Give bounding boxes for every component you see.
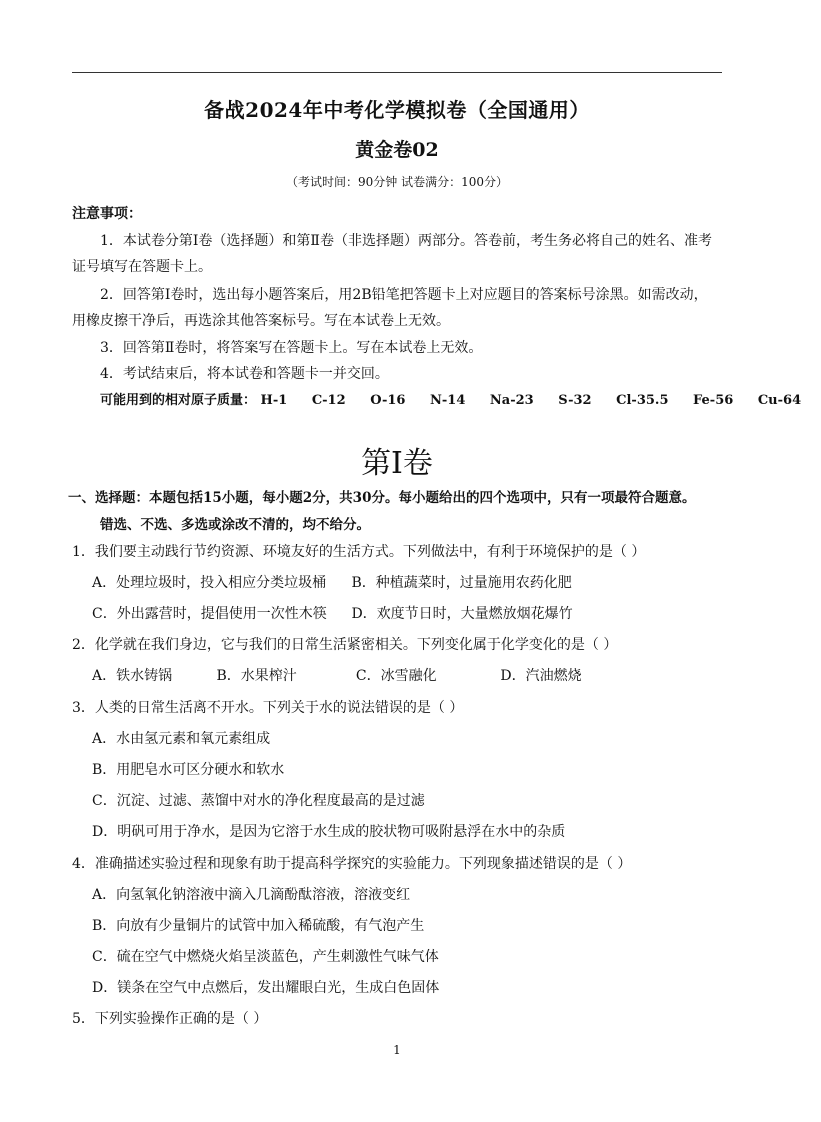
question-1-option-c: C．外出露营时，提倡使用一次性木筷 — [92, 606, 327, 622]
atomic-mass-item: H-1 — [260, 393, 288, 408]
section-intro-b: 错选、不选、多选或涂改不清的，均不给分。 — [100, 517, 370, 533]
header-rule — [72, 72, 722, 73]
note-item-1a: 1．本试卷分第Ⅰ卷（选择题）和第Ⅱ卷（非选择题）两部分。答卷前，考生务必将自己的姓名、准考 — [100, 233, 712, 249]
page-number: 1 — [393, 1043, 401, 1057]
question-4-option-d: D．镁条在空气中点燃后，发出耀眼白光，生成白色固体 — [92, 980, 440, 996]
question-4-option-b: B．向放有少量铜片的试管中加入稀硫酸，有气泡产生 — [92, 918, 425, 934]
atomic-mass-item: O-16 — [370, 393, 406, 408]
note-item-1b: 证号填写在答题卡上。 — [72, 259, 212, 275]
atomic-mass-item: Na-23 — [489, 393, 534, 408]
exam-title: 备战2024年中考化学模拟卷（全国通用） — [204, 98, 590, 122]
notes-heading: 注意事项： — [72, 206, 142, 222]
question-1-options-row-1 — [92, 572, 572, 592]
question-3-stem: 3．人类的日常生活离不开水。下列关于水的说法错误的是（ ） — [72, 700, 464, 716]
question-1-option-a: A．处理垃圾时，投入相应分类垃圾桶 — [92, 575, 327, 591]
section-intro-a: 一、选择题：本题包括15小题，每小题2分，共30分。每小题给出的四个选项中，只有一项最符合题意。 — [68, 490, 696, 506]
question-2-option-a: A．铁水铸锅 — [92, 668, 173, 684]
atomic-mass-item: C-12 — [311, 393, 346, 408]
question-3-option-d: D．明矾可用于净水，是因为它溶于水生成的胶状物可吸附悬浮在水中的杂质 — [92, 824, 566, 840]
question-3-option-c: C．沉淀、过滤、蒸馏中对水的净化程度最高的是过滤 — [92, 793, 425, 809]
question-1-option-b: B．种植蔬菜时，过量施用农药化肥 — [351, 575, 572, 591]
question-1-stem: 1．我们要主动践行节约资源、环境友好的生活方式。下列做法中，有利于环境保护的是（ ） — [72, 544, 646, 560]
note-item-2b: 用橡皮擦干净后，再选涂其他答案标号。写在本试卷上无效。 — [72, 313, 450, 329]
note-item-3: 3．回答第Ⅱ卷时，将答案写在答题卡上。写在本试卷上无效。 — [100, 340, 483, 356]
question-5-stem: 5．下列实验操作正确的是（ ） — [72, 1011, 268, 1027]
exam-subtitle: 黄金卷02 — [355, 139, 439, 161]
note-item-2a: 2．回答第Ⅰ卷时，选出每小题答案后，用2B铅笔把答题卡上对应题目的答案标号涂黑。如需改动， — [100, 287, 708, 303]
exam-meta: （考试时间：90分钟 试卷满分：100分） — [286, 175, 508, 189]
question-2-stem: 2．化学就在我们身边，它与我们的日常生活紧密相关。下列变化属于化学变化的是（ ） — [72, 637, 618, 653]
question-2-options-row — [92, 665, 582, 685]
atomic-mass-item: Cu-64 — [757, 393, 802, 408]
atomic-mass-list — [100, 389, 821, 408]
question-3-option-a: A．水由氢元素和氧元素组成 — [92, 731, 271, 747]
note-item-4: 4．考试结束后，将本试卷和答题卡一并交回。 — [100, 366, 389, 382]
question-4-stem: 4．准确描述实验过程和现象有助于提高科学探究的实验能力。下列现象描述错误的是（ ） — [72, 856, 632, 872]
question-4-option-c: C．硫在空气中燃烧火焰呈淡蓝色，产生刺激性气味气体 — [92, 949, 439, 965]
atomic-mass-item: Cl-35.5 — [616, 393, 669, 408]
section-title: 第Ⅰ卷 — [361, 446, 433, 481]
atomic-mass-item: N-14 — [430, 393, 466, 408]
question-2-option-c: C．冰雪融化 — [355, 668, 437, 684]
question-1-option-d: D．欢度节日时，大量燃放烟花爆竹 — [351, 606, 573, 622]
question-4-option-a: A．向氢氧化钠溶液中滴入几滴酚酞溶液，溶液变红 — [92, 887, 411, 903]
question-3-option-b: B．用肥皂水可区分硬水和软水 — [92, 762, 285, 778]
atomic-mass-label: 可能用到的相对原子质量： — [100, 393, 257, 408]
question-1-options-row-2 — [92, 603, 573, 623]
question-2-option-b: B．水果榨汁 — [216, 668, 297, 684]
atomic-mass-item: Fe-56 — [693, 393, 734, 408]
atomic-mass-item: S-32 — [558, 393, 592, 408]
question-2-option-d: D．汽油燃烧 — [500, 668, 582, 684]
